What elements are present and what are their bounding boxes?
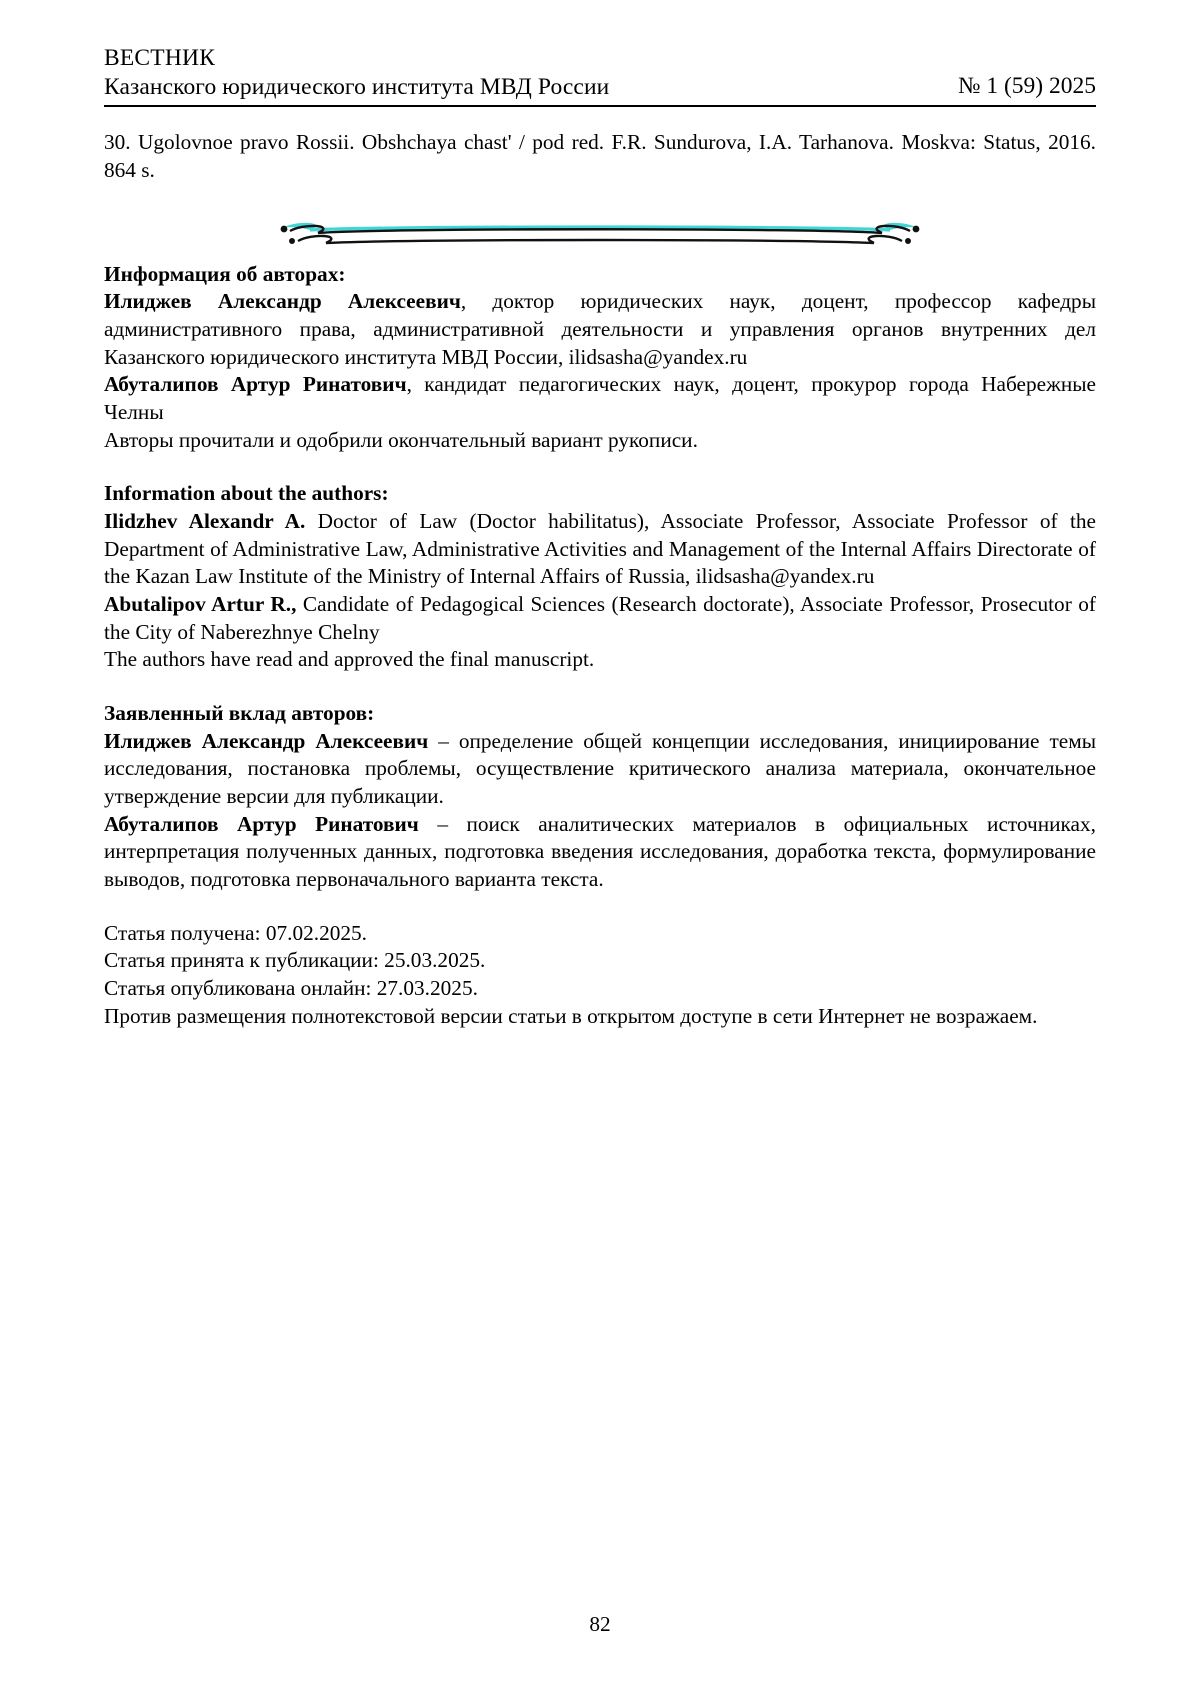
- author-name: Ilidzhev Alexandr A.: [104, 509, 306, 534]
- author-affiliation: Doctor of Law (Doctor habilitatus), Associate Professor, Associate Professor of the Department of Administrative Law, Administrative Activities and Management of the Internal Affairs Directorate of the Kazan Law Institute of the Ministry of Internal Affairs of Russia, ilidsasha@yandex.ru: [104, 509, 1096, 589]
- authors-contribution-block: [104, 700, 1096, 894]
- contribution-entry: [104, 728, 1096, 811]
- page-content: [104, 129, 1096, 1030]
- authors-info-ru-block: [104, 261, 1096, 455]
- journal-masthead: [104, 44, 609, 101]
- author-name: Abutalipov Artur R.,: [104, 592, 297, 617]
- author-name: Абуталипов Артур Ринатович: [104, 811, 419, 836]
- page-number: 82: [589, 1612, 611, 1636]
- bibliography-entry: 30. Ugolovnoe pravo Rossii. Obshchaya chast' / pod red. F.R. Sundurova, I.A. Tarhanova. Moskva: Status, 2016. 864 s.: [104, 130, 1096, 182]
- journal-title: ВЕСТНИК: [104, 45, 216, 71]
- header-divider: [104, 105, 1096, 107]
- decorative-divider-ornament: [270, 216, 930, 260]
- issue-number: № 1 (59) 2025: [958, 73, 1096, 100]
- author-name: Илиджев Александр Алексеевич: [104, 728, 429, 753]
- header-row: [104, 44, 1096, 101]
- contribution-entry: [104, 811, 1096, 894]
- author-entry: [104, 288, 1096, 371]
- author-entry: [104, 591, 1096, 646]
- page-header: [104, 44, 1096, 107]
- author-entry: [104, 508, 1096, 591]
- authors-contribution-heading: Заявленный вклад авторов:: [104, 701, 375, 726]
- authors-info-ru-heading: Информация об авторах:: [104, 261, 346, 286]
- authors-approval-statement: Авторы прочитали и одобрили окончательный вариант рукописи.: [104, 427, 698, 452]
- author-affiliation: , доктор юридических наук, доцент, профессор кафедры административного права, административной деятельности и управления органов внутренних дел Казанского юридического института МВД России, ilidsasha@yandex.ru: [104, 289, 1097, 369]
- author-affiliation: Candidate of Pedagogical Sciences (Research doctorate), Associate Professor, Prosecutor of the City of Naberezhnye Chelny: [104, 592, 1097, 644]
- author-affiliation: , кандидат педагогических наук, доцент, прокурор города Набережные Челны: [104, 372, 1096, 425]
- article-dates-block: [104, 920, 1096, 1031]
- author-name: Абуталипов Артур Ринатович: [104, 372, 407, 397]
- date-published: Статья опубликована онлайн: 27.03.2025.: [104, 976, 478, 1001]
- open-access-statement: Против размещения полнотекстовой версии статьи в открытом доступе в сети Интернет не возражаем.: [104, 1003, 1038, 1028]
- authors-info-en-heading: Information about the authors:: [104, 481, 389, 506]
- date-accepted: Статья принята к публикации: 25.03.2025.: [104, 948, 486, 973]
- decorative-divider: [104, 215, 1096, 261]
- authors-info-en-block: [104, 480, 1096, 674]
- authors-approval-statement: The authors have read and approved the final manuscript.: [104, 647, 595, 672]
- contribution-text: – определение общей концепции исследования, инициирование темы исследования, постановка проблемы, осуществление критического анализа материала, окончательное утверждение версии для публикации.: [104, 728, 1097, 809]
- journal-subtitle: Казанского юридического института МВД России: [104, 73, 610, 100]
- date-received: Статья получена: 07.02.2025.: [104, 920, 367, 945]
- author-name: Илиджев Александр Алексеевич: [104, 289, 461, 314]
- author-entry: [104, 371, 1096, 426]
- contribution-text: – поиск аналитических материалов в официальных источниках, интерпретация полученных данных, подготовка введения исследования, доработка текста, формулирование выводов, подготовка первоначального варианта текста.: [104, 811, 1096, 892]
